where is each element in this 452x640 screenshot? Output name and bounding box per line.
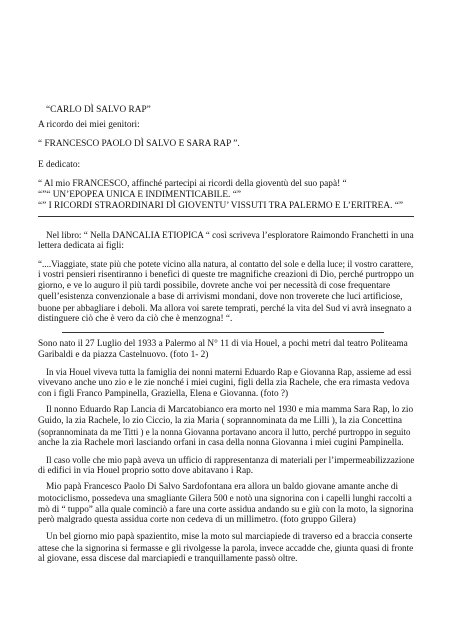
paragraph-line: al giovane, essa discese dal marciapiedi e tranquillamente passò oltre. — [38, 554, 298, 564]
memory-line: A ricordo dei miei genitori: — [38, 120, 140, 130]
paragraph-line: (soprannominata da me Titti ) e la nonna Giovanna portavano ancora il lutto, perché purtroppo in seguito — [38, 427, 411, 437]
paragraph-line: Il nonno Eduardo Rap Lancia di Marcatobianco era morto nel 1930 e mia mamma Sara Rap, lo zio — [46, 405, 414, 415]
paragraph-line: di edifici in via Houel proprio sotto dove abitavano i Rap. — [38, 466, 254, 476]
dedication-line: “” I RICORDI STRAORDINARI DÌ GIOVENTU’ VISSUTI TRA PALERMO E L’ERITREA. “” — [38, 201, 403, 211]
dedication-line: “ Al mio FRANCESCO, affinché partecipi ai ricordi della gioventù del suo papà! “ — [38, 179, 347, 189]
paragraph-line: però malgrado questa assidua corte non cedeva di un millimetro. (foto gruppo Gilera) — [38, 515, 356, 525]
paragraph-line: Un bel giorno mio papà spazientito, mise la moto sul marciapiede di traverso ed a braccia conserte — [46, 532, 413, 542]
quote-divider — [62, 332, 384, 333]
book-reference-line: Nel libro: “ Nella DANCALIA ETIOPICA “ così scriveva l’esploratore Raimondo Franchetti in una — [46, 230, 414, 240]
quote-line: giorno, e ve lo auguro il più tardi possibile, dovrete anche voi per necessità di cose frequentare — [38, 281, 391, 291]
paragraph-line: Mio papà Francesco Paolo Di Salvo Sardofontana era allora un baldo giovane amante anche di — [46, 482, 399, 492]
quote-line: i vostri pensieri risentiranno i benefici di queste tre magnifiche creazioni di Dio, perché purtroppo un — [38, 270, 414, 280]
paragraph-line: Garibaldi e da piazza Castelnuovo. (foto 1- 2) — [38, 350, 209, 360]
paragraph-line: con i figli Franco Pampinella, Graziella, Elena e Giovanna. (foto ?) — [38, 389, 289, 399]
quote-line: quell’esistenza convenzionale a base di arrivismi mondani, dove non troverete che luci artificiose, — [38, 292, 403, 302]
paragraph-line: mò di “ tuppo” alla quale cominciò a fare una corte assidua andando su e giù con la moto, la signorina — [38, 504, 414, 514]
paragraph-line: attese che la signorina si fermasse e gli rivolgesse la parola, invece accadde che, giunta quasi di fronte — [38, 543, 414, 553]
paragraph-line: Il caso volle che mio papà aveva un ufficio di rappresentanza di materiali per l’impermeabilizzazione — [46, 455, 415, 465]
dedication-line: “”“ UN’EPOPEA UNICA E INDIMENTICABILE. “” — [38, 190, 241, 200]
book-reference-line: lettera dedicata ai figli: — [38, 241, 124, 251]
paragraph-line: anche la zia Rachele morì lasciando orfani in casa della nonna Giovanna i miei cugini Pampinella. — [38, 438, 404, 448]
paragraph-line: Sono nato il 27 Luglio del 1933 a Palermo al N° 11 di via Houel, a pochi metri dal teatro Politeama — [38, 339, 408, 349]
paragraph-line: vivevano anche uno zio e le zie nonché i miei cugini, figli della zia Rachele, che era rimasta vedova — [38, 378, 410, 388]
paragraph-line: Guido, la zia Rachele, lo zio Ciccio, la zia Maria ( soprannominata da me Lilli ), la zia Concettina — [38, 416, 402, 426]
book-title: “CARLO DÌ SALVO RAP” — [46, 105, 151, 115]
section-divider — [38, 216, 414, 217]
paragraph-line: motociclismo, possedeva una smagliante Gilera 500 e notò una signorina con i capelli lunghi raccolti a — [38, 493, 412, 503]
parents-line: “ FRANCESCO PAOLO DÌ SALVO E SARA RAP ”. — [38, 139, 240, 149]
quote-line: buone per abbagliare i deboli. Ma allora voi sarete temprati, perché la vita del Sud vi avrà insegnato a — [38, 303, 412, 313]
paragraph-line: In via Houel viveva tutta la famiglia dei nonni materni Eduardo Rap e Giovanna Rap, assieme ad essi — [46, 367, 412, 377]
quote-line: distinguere ciò che è vero da ciò che è menzogna! “. — [38, 314, 233, 324]
quote-line: “....Viaggiate, state più che potete vicino alla natura, al contatto del sole e della luce; il vostro carattere, — [38, 259, 414, 269]
dedication-label: E dedicato: — [38, 160, 81, 170]
